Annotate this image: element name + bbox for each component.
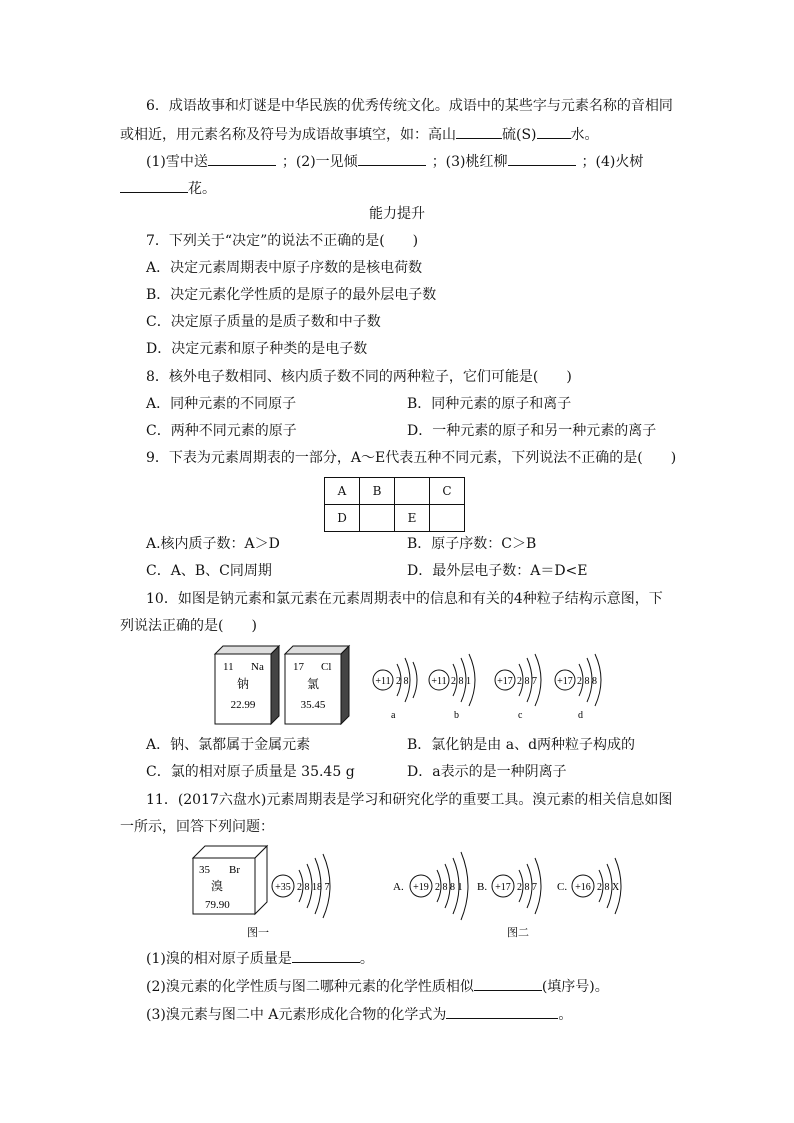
q11-sub2 — [146, 976, 609, 996]
particle-b-nucleus: +11 — [431, 676, 447, 687]
br-element-card — [193, 846, 267, 914]
br-particle-shells: 2 8 18 7 — [297, 882, 330, 893]
q7-option-c[interactable]: C．决定原子质量的是质子数和中子数 — [146, 314, 381, 330]
q7-option-d[interactable]: D．决定元素和原子种类的是电子数 — [146, 341, 368, 357]
q9-option-a[interactable]: A.核内质子数：A＞D — [146, 536, 280, 552]
cl-symbol: Cl — [321, 661, 332, 673]
q10-stem-1: 10．如图是钠元素和氯元素在元素周期表中的信息和有关的4种粒子结构示意图，下 — [146, 591, 663, 607]
section-title: 能力提升 — [369, 206, 425, 222]
periodic-table-fragment — [324, 477, 465, 532]
particle-c-nucleus: +17 — [497, 676, 513, 687]
br-symbol: Br — [229, 864, 240, 876]
q10-option-c[interactable]: C．氯的相对原子质量是 35.45 g — [146, 764, 355, 780]
br-atomic-number: 35 — [199, 864, 210, 876]
q6-example-blank-2 — [537, 124, 571, 139]
q11-figure — [185, 840, 655, 940]
br-particle — [272, 854, 330, 918]
fig2-particle-b — [477, 858, 541, 914]
q10-option-a[interactable]: A．钠、氯都属于金属元素 — [146, 737, 311, 753]
q7-option-a[interactable]: A．决定元素周期表中原子序数的是核电荷数 — [146, 260, 423, 276]
q6-blank3[interactable] — [508, 151, 576, 166]
q11-stem-2: 一所示，回答下列问题： — [120, 819, 274, 835]
q11-sub1 — [146, 948, 374, 968]
particle-a-shells: 2 8 — [396, 676, 409, 687]
q11-sub2-text: (2)溴元素的化学性质与图二哪种元素的化学性质相似 — [146, 979, 474, 995]
q6-part5: 花。 — [188, 181, 216, 197]
q7-option-b[interactable]: B．决定元素化学性质的是原子的最外层电子数 — [146, 287, 437, 303]
particle-d — [555, 654, 601, 721]
q11-sub1-text: (1)溴的相对原子质量是 — [146, 951, 292, 967]
pt-cell: C — [430, 478, 465, 505]
q10-option-d[interactable]: D．a表示的是一种阴离子 — [407, 764, 567, 780]
q11-sub3 — [146, 1004, 572, 1024]
fig1-caption: 图一 — [247, 927, 269, 939]
q11-stem-1: 11．(2017六盘水)元素周期表是学习和研究化学的重要工具。溴元素的相关信息如图 — [146, 792, 673, 808]
na-name: 钠 — [236, 677, 250, 691]
na-element-card — [215, 646, 279, 724]
fig2-c-nucleus: +16 — [575, 882, 591, 893]
q7-stem: 7．下列关于“决定”的说法不正确的是( ) — [146, 233, 419, 249]
pt-cell — [430, 505, 465, 532]
q9-option-b[interactable]: B．原子序数：C＞B — [407, 536, 537, 552]
pt-cell: B — [360, 478, 395, 505]
q9-option-d[interactable]: D．最外层电子数：A＝D<E — [407, 563, 588, 579]
q6-line3 — [146, 151, 643, 171]
pt-cell — [395, 478, 430, 505]
q6-line4 — [120, 178, 216, 198]
q11-sub3-text: (3)溴元素与图二中 A元素形成化合物的化学式为 — [146, 1007, 447, 1023]
fig2-caption: 图二 — [507, 927, 529, 939]
particle-b-shells: 2 8 1 — [451, 676, 471, 687]
particle-c — [495, 654, 541, 721]
pt-cell: A — [325, 478, 360, 505]
na-symbol: Na — [251, 661, 264, 673]
particle-c-label: c — [518, 710, 523, 721]
pt-cell — [360, 505, 395, 532]
q10-option-b[interactable]: B．氯化钠是由 a、d两种粒子构成的 — [407, 737, 636, 753]
q11-sub2-blank[interactable] — [474, 976, 542, 991]
particle-a-nucleus: +11 — [375, 676, 391, 687]
fig2-b-nucleus: +17 — [495, 882, 511, 893]
q6-part4: ；(4)火树 — [581, 154, 644, 170]
q11-sub3-blank[interactable] — [446, 1004, 558, 1019]
q6-example-answer: 硫(S) — [502, 127, 537, 143]
fig2-a-nucleus: +19 — [413, 882, 429, 893]
q6-blank4[interactable] — [120, 178, 188, 193]
na-mass: 22.99 — [230, 699, 256, 711]
q8-stem: 8．核外电子数相同、核内质子数不同的两种粒子，它们可能是( ) — [146, 369, 572, 385]
pt-cell: D — [325, 505, 360, 532]
q6-part2: ；(2)一见倾 — [281, 154, 358, 170]
fig2-c-label: C. — [557, 881, 568, 893]
fig2-c-shells: 2 8 X — [597, 882, 620, 893]
q6-line2 — [120, 124, 599, 144]
br-name: 溴 — [211, 879, 224, 893]
q11-sub1-blank[interactable] — [292, 948, 360, 963]
fig2-b-shells: 2 8 7 — [517, 882, 537, 893]
q8-option-b[interactable]: B．同种元素的原子和离子 — [407, 396, 572, 412]
cl-name: 氯 — [306, 677, 320, 691]
particle-d-shells: 2 8 8 — [577, 676, 597, 687]
q8-option-a[interactable]: A．同种元素的不同原子 — [146, 396, 297, 412]
fig2-b-label: B. — [477, 881, 488, 893]
cl-mass: 35.45 — [300, 699, 326, 711]
particle-b-label: b — [454, 710, 459, 721]
fig2-a-shells: 2 8 8 1 — [435, 882, 463, 893]
particle-d-label: d — [578, 710, 583, 721]
q6-example-blank — [456, 124, 502, 139]
particle-d-nucleus: +17 — [557, 676, 573, 687]
fig2-particle-a — [393, 852, 468, 920]
q6-line1: 6．成语故事和灯谜是中华民族的优秀传统文化。成语中的某些字与元素名称的音相同 — [146, 98, 673, 114]
q9-option-c[interactable]: C．A、B、C同周期 — [146, 563, 272, 579]
q10-figure — [205, 640, 645, 725]
cl-element-card — [285, 646, 349, 724]
q11-sub1-end: 。 — [359, 951, 374, 967]
cl-atomic-number: 17 — [293, 661, 304, 673]
q6-blank1[interactable] — [208, 151, 276, 166]
particle-b — [429, 654, 475, 721]
pt-cell: E — [395, 505, 430, 532]
q6-line2-prefix: 或相近，用元素名称及符号为成语故事填空，如：高山 — [120, 127, 456, 143]
particle-a-label: a — [391, 710, 396, 721]
q8-option-d[interactable]: D．一种元素的原子和另一种元素的离子 — [407, 423, 657, 439]
q6-part3: ；(3)桃红柳 — [431, 154, 508, 170]
q11-sub2-end: (填序号)。 — [541, 979, 609, 995]
q9-stem: 9．下表为元素周期表的一部分，A～E代表五种不同元素，下列说法不正确的是( ) — [146, 450, 677, 466]
particle-a — [373, 658, 417, 721]
q6-blank2[interactable] — [358, 151, 426, 166]
br-particle-nucleus: +35 — [275, 882, 291, 893]
fig2-particle-c — [557, 858, 621, 914]
q6-line2-suffix: 水。 — [570, 127, 599, 143]
q11-sub3-end: 。 — [558, 1007, 573, 1023]
q10-stem-2: 列说法正确的是( ) — [120, 618, 257, 634]
fig2-a-label: A. — [393, 881, 404, 893]
q8-option-c[interactable]: C．两种不同元素的原子 — [146, 423, 297, 439]
particle-c-shells: 2 8 7 — [517, 676, 537, 687]
na-atomic-number: 11 — [223, 661, 234, 673]
q6-part1: (1)雪中送 — [146, 154, 208, 170]
br-mass: 79.90 — [205, 899, 230, 911]
